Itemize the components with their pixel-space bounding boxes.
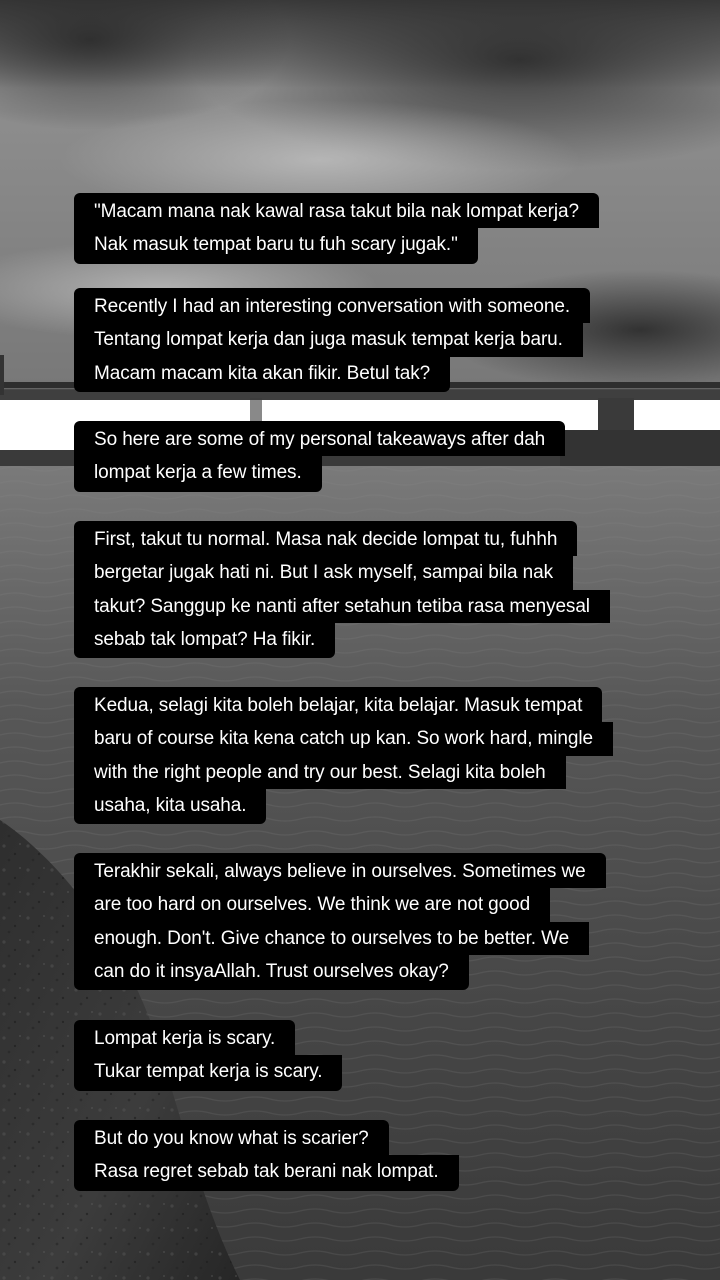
caption-block-6 xyxy=(74,853,650,990)
caption-block-7 xyxy=(74,1020,650,1091)
caption-block-3 xyxy=(74,421,650,492)
caption-line: are too hard on ourselves. We think we are not good xyxy=(74,888,550,921)
caption-line: Lompat kerja is scary. xyxy=(74,1020,295,1055)
caption-line: baru of course kita kena catch up kan. So work hard, mingle xyxy=(74,722,613,755)
caption-line: usaha, kita usaha. xyxy=(74,789,266,824)
caption-block-8 xyxy=(74,1120,650,1191)
caption-line: But do you know what is scarier? xyxy=(74,1120,389,1155)
caption-line: Recently I had an interesting conversation with someone. xyxy=(74,288,590,323)
caption-line: Tentang lompat kerja dan juga masuk tempat kerja baru. xyxy=(74,323,583,356)
caption-line: Tukar tempat kerja is scary. xyxy=(74,1055,342,1090)
caption-line: lompat kerja a few times. xyxy=(74,456,322,491)
caption-line: enough. Don't. Give chance to ourselves to be better. We xyxy=(74,922,589,955)
caption-line: Rasa regret sebab tak berani nak lompat. xyxy=(74,1155,459,1190)
caption-line: Kedua, selagi kita boleh belajar, kita belajar. Masuk tempat xyxy=(74,687,602,722)
caption-line: Terakhir sekali, always believe in ourselves. Sometimes we xyxy=(74,853,606,888)
caption-line: Macam macam kita akan fikir. Betul tak? xyxy=(74,357,450,392)
caption-line: So here are some of my personal takeaways after dah xyxy=(74,421,565,456)
caption-line: can do it insyaAllah. Trust ourselves okay? xyxy=(74,955,469,990)
caption-line: sebab tak lompat? Ha fikir. xyxy=(74,623,335,658)
caption-block-2 xyxy=(74,288,650,392)
caption-line: Nak masuk tempat baru tu fuh scary jugak." xyxy=(74,228,478,263)
caption-block-1 xyxy=(74,193,650,264)
caption-line: takut? Sanggup ke nanti after setahun tetiba rasa menyesal xyxy=(74,590,610,623)
caption-line: with the right people and try our best. Selagi kita boleh xyxy=(74,756,566,789)
caption-line: First, takut tu normal. Masa nak decide lompat tu, fuhhh xyxy=(74,521,577,556)
caption-block-5 xyxy=(74,687,650,824)
caption-block-4 xyxy=(74,521,650,658)
caption-line: bergetar jugak hati ni. But I ask myself, sampai bila nak xyxy=(74,556,573,589)
caption-line: "Macam mana nak kawal rasa takut bila nak lompat kerja? xyxy=(74,193,599,228)
